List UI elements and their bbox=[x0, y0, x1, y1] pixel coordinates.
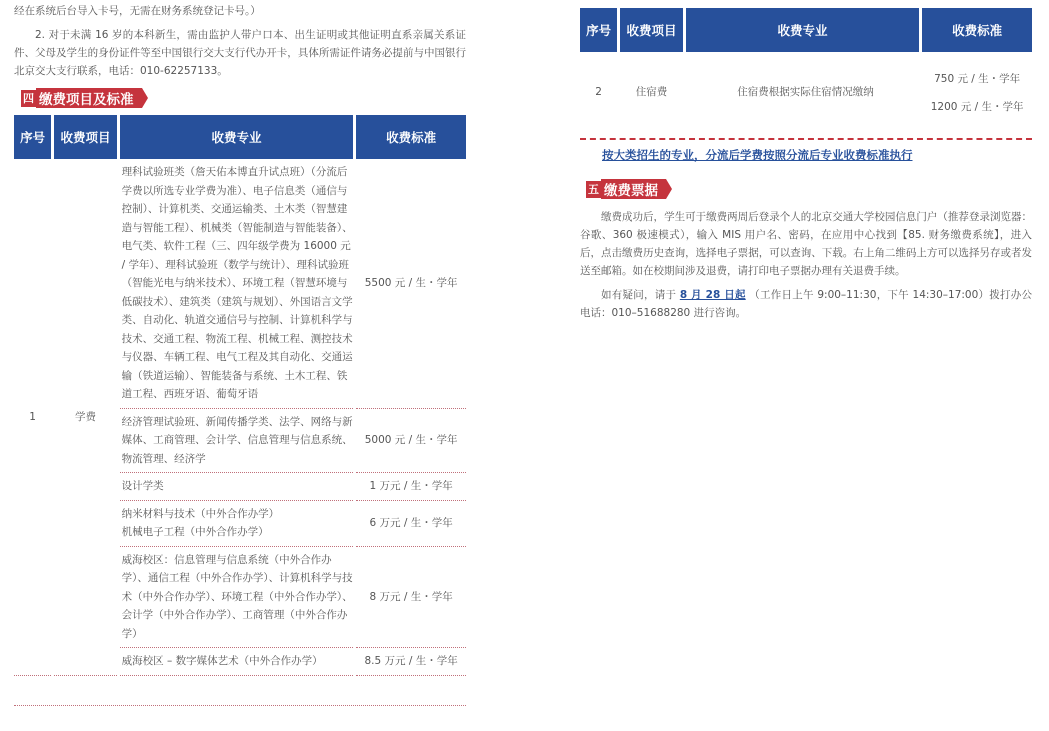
fee-cell: 5000 元 / 生・学年 bbox=[356, 409, 466, 474]
intro-paragraph: 2. 对于未满 16 岁的本科新生，需由监护人带户口本、出生证明或其他证明直系亲属关系证件、父母及学生的身份证件等至中国银行交大支行代办开卡，具体所需证件请务必提前与中国银行北京交大支行联系，电话：010-62257133。 bbox=[14, 29, 466, 77]
dorm-table bbox=[577, 8, 1035, 132]
tuition-table bbox=[11, 115, 469, 676]
header-seq: 序号 bbox=[580, 8, 617, 52]
fee-cell: 5500 元 / 生・学年 bbox=[356, 159, 466, 409]
section-number: 四 bbox=[21, 90, 36, 107]
tuition-seq: 1 bbox=[14, 159, 51, 676]
major-cell: 威海校区：信息管理与信息系统（中外合作办学）、通信工程（中外合作办学）、计算机科学与技术（中外合作办学）、环境工程（中外合作办学）、会计学（中外合作办学）、工商管理（中外合作办学） bbox=[120, 547, 354, 649]
major-cell: 设计学类 bbox=[120, 473, 354, 501]
table-row bbox=[14, 159, 466, 409]
dashed-divider bbox=[580, 138, 1032, 140]
header-fee: 收费标准 bbox=[922, 8, 1032, 52]
header-major: 收费专业 bbox=[120, 115, 354, 159]
dorm-fee-high: 1200 元 / 生・学年 bbox=[930, 101, 1024, 113]
header-major: 收费专业 bbox=[686, 8, 920, 52]
major-cell: 理科试验班类（詹天佑本博直升试点班）（分流后学费以所选专业学费为准）、电子信息类（通信与控制）、计算机类、交通运输类、土木类（智慧建造与智能工程）、机械类（智能制造与智能装备）、电气类、软件工程（三、四年级学费为 16000 元 / 学年）、理科试验班（数学与统计）、理科试验班（智能光电与纳米技术）、环境工程（智慧环境与低碳技术）、建筑类（建筑与规划）、外国语言文学类、自动化、轨道交通信号与控制、计算机科学与技术、交通工程、物流工程、机械工程、测控技术与仪器、车辆工程、电气工程及其自动化、交通运输（铁道运输）、智能装备与系统、土木工程、铁道工程、西班牙语、葡萄牙语 bbox=[120, 159, 354, 409]
section-number: 五 bbox=[586, 181, 601, 198]
fee-cell: 6 万元 / 生・学年 bbox=[356, 501, 466, 547]
section-title: 缴费项目及标准 bbox=[36, 88, 142, 108]
contact-paragraph bbox=[580, 286, 1032, 322]
fee-cell: 8 万元 / 生・学年 bbox=[356, 547, 466, 649]
left-column bbox=[14, 0, 466, 676]
major-cell: 纳米材料与技术（中外合作办学） 机械电子工程（中外合作办学） bbox=[120, 501, 354, 547]
major-cell: 威海校区 – 数字媒体艺术（中外合作办学） bbox=[120, 648, 354, 676]
dorm-seq: 2 bbox=[595, 85, 602, 98]
fee-cell: 8.5 万元 / 生・学年 bbox=[356, 648, 466, 676]
intro-line: 经在系统后台导入卡号，无需在财务系统登记卡号。） bbox=[14, 5, 261, 17]
right-column bbox=[580, 0, 1032, 322]
section-5-heading bbox=[586, 179, 1032, 199]
contact-date: 8 月 28 日起 bbox=[679, 289, 746, 301]
header-item: 收费项目 bbox=[620, 8, 682, 52]
major-cell: 经济管理试验班、新闻传播学类、法学、网络与新媒体、工商管理、会计学、信息管理与信息系统、物流管理、经济学 bbox=[120, 409, 354, 474]
dorm-fee-low: 750 元 / 生・学年 bbox=[934, 72, 1021, 85]
contact-post: （工作日上午 9:00–11:30，下午 14:30–17:00）拨打办公电话：010–51688280 进行咨询。 bbox=[580, 289, 1033, 319]
bottom-divider bbox=[14, 705, 466, 706]
receipt-paragraph: 缴费成功后，学生可于缴费两周后登录个人的北京交通大学校园信息门户（推荐登录浏览器：谷歌、360 极速模式），输入 MIS 用户名、密码，在应用中心找到【85. 财务缴费系统】，进入后，点击缴费历史查询，选择电子票据，可以查询、下载。右上角二维码上方可以选择另存或者发送至邮箱。如在校期间涉及退费，请打印电子票据办理有关退费手续。 bbox=[580, 211, 1032, 277]
header-seq: 序号 bbox=[14, 115, 51, 159]
streaming-note: 按大类招生的专业，分流后学费按照分流后专业收费标准执行 bbox=[602, 148, 913, 162]
header-item: 收费项目 bbox=[54, 115, 116, 159]
section-title: 缴费票据 bbox=[601, 179, 666, 199]
header-fee: 收费标准 bbox=[356, 115, 466, 159]
contact-pre: 如有疑问，请于 bbox=[601, 289, 677, 301]
fee-cell: 1 万元 / 生・学年 bbox=[356, 473, 466, 501]
dorm-major: 住宿费根据实际住宿情况缴纳 bbox=[737, 85, 874, 98]
tuition-item: 学费 bbox=[54, 159, 116, 676]
section-4-heading bbox=[21, 88, 466, 108]
dorm-item: 住宿费 bbox=[635, 85, 668, 98]
